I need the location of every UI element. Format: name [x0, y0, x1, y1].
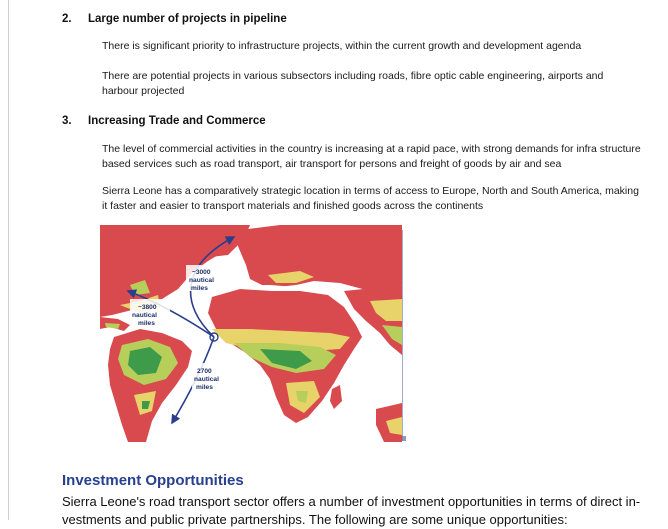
list-number: 2.: [62, 13, 72, 25]
europe-landmass: [232, 225, 402, 291]
route-label-line: ~3800: [138, 304, 157, 311]
route-label-line: ~3000: [192, 269, 211, 276]
route-label-north-america: [130, 299, 170, 327]
list-number: 3.: [62, 115, 72, 127]
shipping-routes-map: [100, 225, 402, 442]
route-label-line: miles: [191, 285, 208, 292]
route-label-line: nautical: [194, 376, 219, 383]
section-body-text: Sierra Leone's road transport sector offers a number of investment opportunities in terms of direct in- vestments and public private partnerships. The following are some unique opportunities:: [62, 494, 641, 527]
route-label-line: nautical: [189, 277, 214, 284]
section-heading: Investment Opportunities: [62, 472, 244, 489]
madagascar-landmass: [330, 385, 342, 409]
list-title: Increasing Trade and Commerce: [88, 115, 266, 127]
paragraph: There is significant priority to infrastructure projects, within the current growth and development agenda: [102, 40, 582, 52]
route-label-line: miles: [196, 384, 213, 391]
page-edge-line: [8, 0, 9, 520]
route-label-line: 2700: [197, 368, 212, 375]
route-label-europe: [186, 265, 222, 292]
list-title: Large number of projects in pipeline: [88, 13, 287, 25]
paragraph: Sierra Leone has a comparatively strategic location in terms of access to Europe, North and South America, making it faster and easier to transport materials and finished goods across the continents: [102, 185, 639, 212]
paragraph: There are potential projects in various subsectors including roads, fibre optic cable engineering, airports and harbour projected: [102, 70, 604, 97]
route-label-line: nautical: [132, 312, 157, 319]
route-label-south-america: [192, 363, 228, 391]
world-map-illustration: [100, 225, 402, 442]
paragraph: The level of commercial activities in the country is increasing at a rapid pace, with strong demands for infra structure based services such as road transport, air transport for persons and freight of goods by air and sea: [102, 143, 641, 170]
route-label-line: miles: [138, 320, 155, 327]
